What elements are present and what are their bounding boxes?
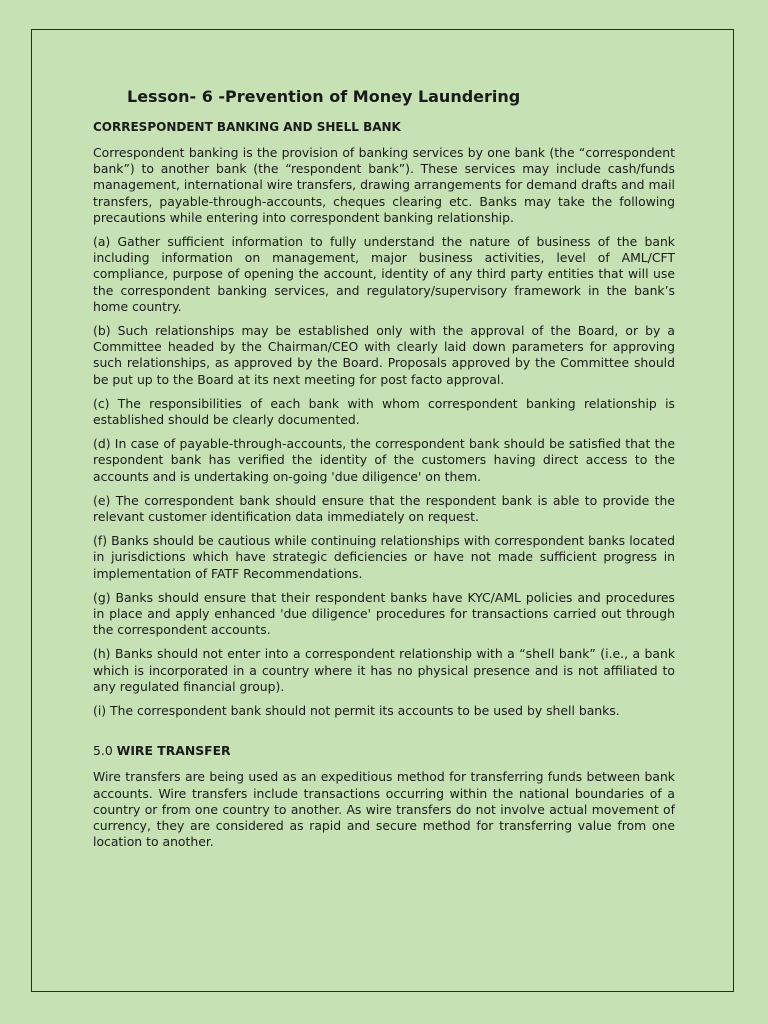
- section-subheading: CORRESPONDENT BANKING AND SHELL BANK: [93, 120, 401, 134]
- point-g: (g) Banks should ensure that their respondent banks have KYC/AML policies and procedures in place and apply enhanced 'due diligence' procedures for transactions carried out through the correspondent accounts.: [93, 589, 675, 638]
- section-title: WIRE TRANSFER: [116, 743, 231, 759]
- intro-paragraph: Correspondent banking is the provision of banking services by one bank (the “correspondent bank”) to another bank (the “respondent bank”). These services may include cash/funds management, international wire transfers, drawing arrangements for demand drafts and mail transfers, payable-through-accounts, cheques clearing etc. Banks may take the following precautions while entering into correspondent banking relationship.: [93, 145, 675, 225]
- point-b: (b) Such relationships may be established only with the approval of the Board, or by a Committee headed by the Chairman/CEO with clearly laid down parameters for approving such relationships, as approved by the Board. Proposals approved by the Committee should be put up to the Board at its next meeting for post facto approval.: [93, 323, 675, 387]
- point-d: (d) In case of payable-through-accounts, the correspondent bank should be satisfied that the respondent bank has verified the identity of the customers having direct access to the accounts and is undertaking on-going 'due diligence' on them.: [93, 436, 675, 484]
- lesson-title: Lesson- 6 -Prevention of Money Laundering: [127, 87, 521, 106]
- point-h: (h) Banks should not enter into a correspondent relationship with a “shell bank” (i.e., a bank which is incorporated in a country where it has no physical presence and is not affiliated to any regulated financial group).: [93, 646, 675, 694]
- point-c: (c) The responsibilities of each bank with whom correspondent banking relationship is established should be clearly documented.: [93, 395, 675, 428]
- point-f: (f) Banks should be cautious while continuing relationships with correspondent banks located in jurisdictions which have strategic deficiencies or have not made sufficient progress in implementation of FATF Recommendations.: [93, 533, 675, 581]
- wire-transfer-paragraph: Wire transfers are being used as an expeditious method for transferring funds between bank accounts. Wire transfers include transactions occurring within the national boundaries of a country or from one country to another. As wire transfers do not involve actual movement of currency, they are considered as rapid and secure method for transferring value from one location to another.: [93, 769, 675, 850]
- point-i: (i) The correspondent bank should not permit its accounts to be used by shell banks.: [93, 703, 620, 719]
- point-e: (e) The correspondent bank should ensure that the respondent bank is able to provide the relevant customer identification data immediately on request.: [93, 492, 675, 525]
- point-a: (a) Gather sufficient information to fully understand the nature of business of the bank including information on management, major business activities, level of AML/CFT compliance, purpose of opening the account, identity of any third party entities that will use the correspondent banking services, and regulatory/supervisory framework in the bank’s home country.: [93, 234, 675, 314]
- wire-transfer-heading: [93, 743, 675, 759]
- section-number: 5.0: [93, 743, 117, 759]
- document-body: [93, 87, 675, 858]
